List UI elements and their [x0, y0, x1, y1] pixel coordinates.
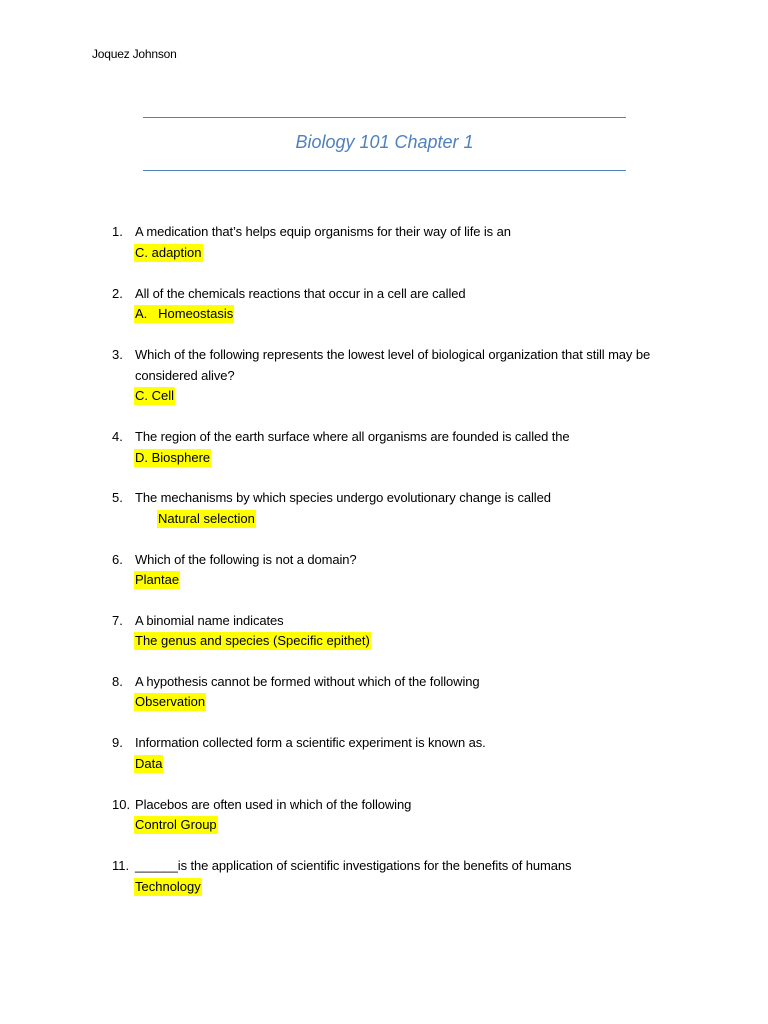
answer-highlight: Control Group [135, 817, 217, 832]
question-text: All of the chemicals reactions that occur in a cell are called [135, 286, 466, 301]
question-text: A medication that’s helps equip organisms for their way of life is an [135, 224, 511, 239]
question-number: 3. [112, 347, 123, 362]
question-text: Placebos are often used in which of the following [135, 797, 412, 812]
question-number: 7. [112, 613, 123, 628]
title-top-rule [143, 117, 626, 118]
question-number: 10. [112, 797, 131, 812]
title-bottom-rule [143, 170, 626, 171]
question-text: Which of the following is not a domain? [135, 552, 357, 567]
answer-highlight: Natural selection [158, 511, 255, 526]
question-number: 1. [112, 224, 123, 239]
answer-highlight: C. Cell [135, 388, 175, 403]
question-number: 11. [112, 858, 130, 873]
question-text: Information collected form a scientific experiment is known as. [135, 735, 486, 750]
answer-highlight: Plantae [135, 572, 180, 587]
question-text: The mechanisms by which species undergo evolutionary change is called [135, 490, 551, 505]
answer-highlight: Observation [135, 694, 206, 709]
question-number: 9. [112, 735, 123, 750]
question-number: 5. [112, 490, 123, 505]
answer-highlight: The genus and species (Specific epithet) [135, 633, 370, 648]
question-number: 8. [112, 674, 123, 689]
question-text: Which of the following represents the lowest level of biological organization that still may be considered alive? [135, 347, 651, 383]
answer-highlight: A. Homeostasis [135, 306, 234, 321]
answer-highlight: Technology [135, 879, 201, 894]
question-text: ______is the application of scientific investigations for the benefits of humans [135, 858, 572, 873]
answer-highlight: C. adaption [135, 245, 202, 260]
author-name: Joquez Johnson [92, 47, 177, 61]
question-text: A hypothesis cannot be formed without which of the following [135, 674, 480, 689]
question-number: 2. [112, 286, 123, 301]
question-text: The region of the earth surface where all organisms are founded is called the [135, 429, 570, 444]
answer-highlight: D. Biosphere [135, 450, 211, 465]
question-number: 6. [112, 552, 123, 567]
answer-highlight: Data [135, 756, 163, 771]
question-text: A binomial name indicates [135, 613, 284, 628]
document-title: Biology 101 Chapter 1 [295, 132, 474, 152]
question-number: 4. [112, 429, 123, 444]
